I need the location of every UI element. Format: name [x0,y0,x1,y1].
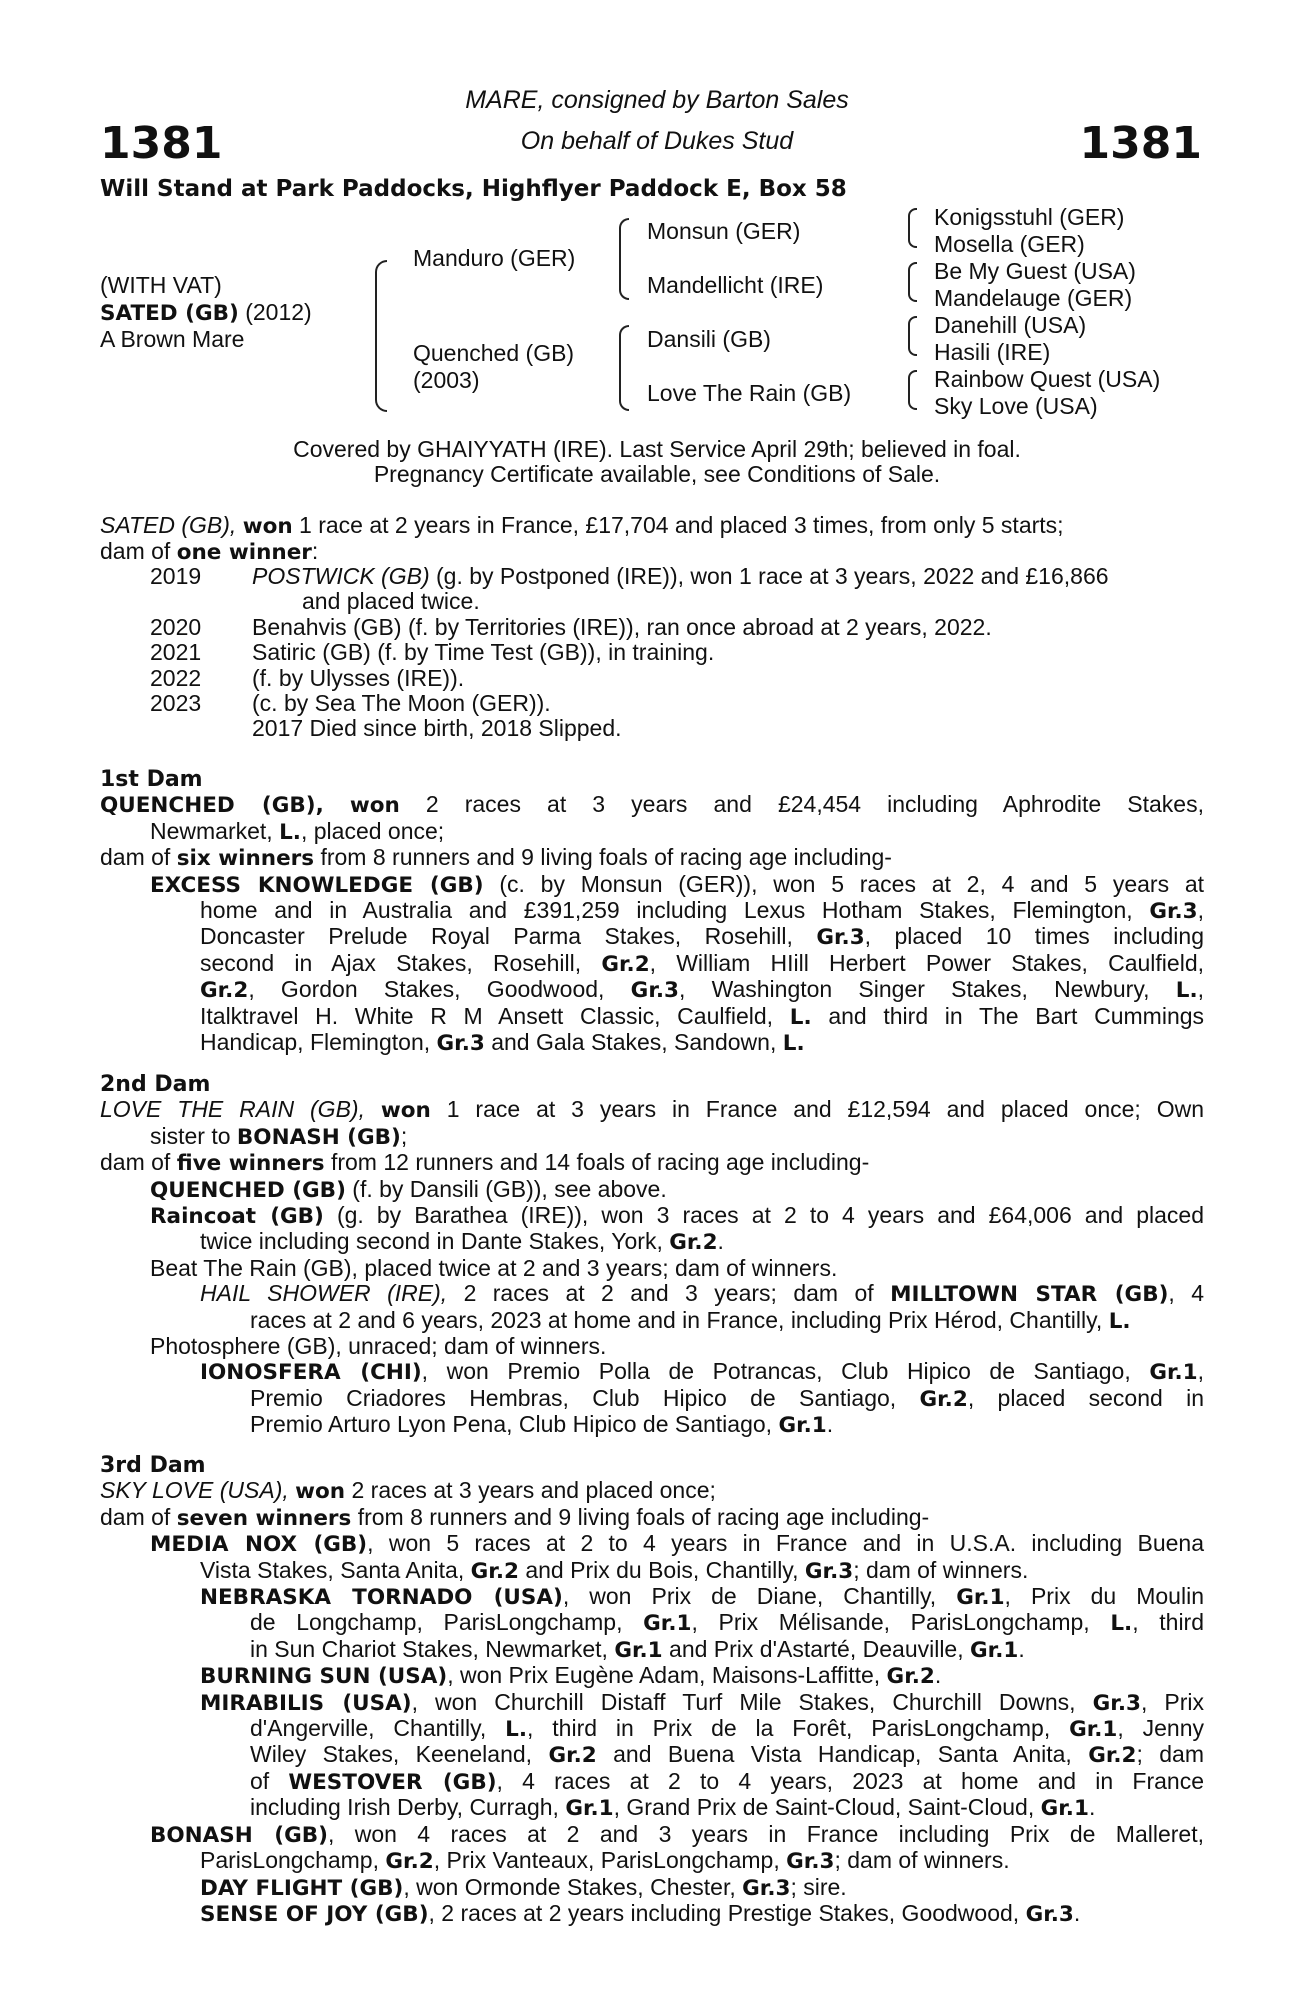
dam-dam: Love The Rain (GB) [647,380,852,406]
race-text: and Prix d'Astarté, Deauville, [669,1635,964,1662]
race-text: in Sun Chariot Stakes, Newmarket, [250,1635,608,1662]
race-text: Wiley Stakes, Keeneland, [250,1741,533,1768]
progeny-name: DAY FLIGHT (GB) [200,1875,404,1901]
race-text: , Grand Prix de Saint-Cloud, Saint-Cloud, [613,1794,1035,1821]
progeny-name: HAIL SHOWER (IRE), [200,1280,448,1307]
brace-dd [908,370,917,410]
race-text: , won Prix de Diane, Chantilly, [562,1583,937,1610]
race-text: , Prix du Moulin [1004,1583,1204,1610]
race-text: , Prix Mélisande, ParisLongchamp, [691,1609,1090,1636]
winner-count: six winners [176,846,315,872]
foal-desc: 2017 Died since birth, 2018 Slipped. [252,715,622,742]
dam-name: SKY LOVE (USA), [100,1477,289,1504]
race-text: Italktravel H. White R M Ansett Classic, Caulfield, [200,1002,774,1029]
race-text: and Buena Vista Handicap, Santa Anita, [613,1741,1072,1768]
brace-sd [908,262,917,302]
vat-note: (WITH VAT) [100,272,222,298]
grade: L. [789,1004,812,1030]
consignor: MARE, consigned by Barton Sales [465,86,849,114]
foal-desc [252,564,1109,589]
race-text: , won Ormonde Stakes, Chester, [403,1873,736,1900]
progeny-name: MEDIA NOX (GB) [150,1532,368,1558]
sated-race-record: 1 race at 2 years in France, £17,704 and placed 3 times, from only 5 starts; [299,512,1064,538]
race-text: (f. by Dansili (GB)), see above. [352,1175,667,1202]
brace-dam [619,325,629,411]
grade: Gr.3 [786,1849,835,1875]
race-text: and Gala Stakes, Sandown, [491,1029,777,1056]
race-text: Premio Criadores Hembras, Club Hipico de Santiago, [250,1384,897,1411]
race-text: , Jenny [1117,1715,1205,1742]
dam-sire: Dansili (GB) [647,326,771,352]
dd-dam: Sky Love (USA) [934,393,1098,419]
foal-desc: Benahvis (GB) (f. by Territories (IRE)), ran once abroad at 2 years, 2022. [252,613,992,640]
race-text: twice including second in Dante Stakes, York, [200,1228,663,1255]
progeny-name: NEBRASKA TORNADO (USA) [200,1585,563,1611]
dam-of-label: dam of [100,1149,171,1176]
foal-text: (g. by Postponed (IRE)), won 1 race at 3 years, 2022 and £16,866 [436,563,1109,589]
progeny-name: MILLTOWN STAR (GB) [890,1282,1169,1308]
race-text: Premio Arturo Lyon Pena, Club Hipico de Santiago, [250,1411,773,1438]
horse-description: A Brown Mare [100,326,245,352]
race-text: , William HIill Herbert Power Stakes, Caulfield, [649,949,1205,976]
foal-year: 2023 [150,690,202,716]
runners-text: from 8 runners and 9 living foals of racing age including- [320,844,892,871]
ds-dam: Hasili (IRE) [934,339,1051,365]
race-text: ; dam [1136,1741,1205,1768]
dam-of-label: dam of [100,844,171,871]
winner-count: seven winners [176,1505,352,1531]
won-label: won [242,514,293,539]
race-text: ; dam of winners. [853,1556,1029,1583]
foal-desc: (c. by Sea The Moon (GER)). [252,690,551,716]
race-text: including Irish Derby, Curragh, [250,1794,559,1821]
race-text: ; dam of winners. [834,1847,1010,1874]
grade: L. [1108,1308,1131,1334]
race-text: , Washington Singer Stakes, Newbury, [678,976,1150,1003]
progeny-name: BURNING SUN (USA) [200,1664,448,1690]
colon: : [311,538,319,565]
race-text: ; [400,1122,408,1149]
grade: Gr.1 [970,1637,1019,1663]
grade: L. [279,819,301,845]
dam-race-record: 2 races at 3 years and placed once; [351,1477,716,1504]
progeny-name: WESTOVER (GB) [288,1769,497,1795]
sire-dam: Mandellicht (IRE) [647,272,824,298]
race-text: , [1197,976,1205,1003]
race-text: . [826,1411,834,1438]
race-text: , won Churchill Distaff Turf Mile Stakes, Churchill Downs, [411,1688,1076,1715]
ss-sire: Konigsstuhl (GER) [934,204,1125,230]
race-text: , 2 races at 2 years including Prestige Stakes, Goodwood, [428,1899,1020,1926]
race-text: , won Prix Eugène Adam, Maisons-Laffitte, [447,1662,881,1689]
dam: Quenched (GB) [413,340,575,366]
grade: L. [782,1031,805,1057]
brace-gen1 [375,260,387,412]
grade: Gr.2 [385,1849,434,1875]
race-text: Doncaster Prelude Royal Parma Stakes, Rosehill, [200,923,793,950]
dam-race-record: 1 race at 3 years in France and £12,594 and placed once; Own [446,1096,1205,1123]
race-text: . [1088,1794,1096,1821]
progeny-list [100,1531,1204,1927]
race-text: Newmarket, [150,817,273,844]
race-text: Handicap, Flemington, [200,1029,431,1056]
race-text: and Prix du Bois, Chantilly, [525,1556,799,1583]
grade: Gr.3 [742,1875,791,1901]
race-text: , [1197,1358,1205,1385]
lot-number-right: 1381 [1079,118,1202,169]
section-heading: 1st Dam [100,767,203,792]
foal-year: 2021 [150,639,202,666]
race-text: Vista Stakes, Santa Anita, [200,1556,465,1583]
race-text: , placed second in [967,1384,1205,1411]
dam-race-record: 2 races at 3 years and £24,454 including Aphrodite Stakes, [425,791,1204,818]
race-text: , placed once; [300,817,445,844]
runners-text: from 12 runners and 14 foals of racing age including- [330,1149,870,1176]
foal-name: POSTWICK (GB) [252,563,430,589]
won-label: won [349,793,400,819]
race-text: sister to [150,1122,231,1149]
race-text: . [717,1228,724,1255]
grade: Gr.1 [614,1637,663,1663]
progeny-line: Photosphere (GB), unraced; dam of winners. [150,1333,607,1360]
grade: Gr.2 [200,978,249,1004]
sated-name: SATED (GB), [100,512,237,538]
pregnancy-note: Pregnancy Certificate available, see Conditions of Sale. [373,461,941,487]
foal-year: 2020 [150,613,202,640]
race-text: , [1197,897,1205,924]
race-text: home and in Australia and £391,259 including Lexus Hotham Stakes, Flemington, [200,897,1133,924]
dam-of-label: dam of [100,538,171,565]
race-text: d'Angerville, Chantilly, [250,1715,487,1742]
grade: L. [1175,978,1198,1004]
race-text: , Gordon Stakes, Goodwood, [248,976,605,1003]
horse-name: SATED (GB) [100,301,239,326]
race-text: , placed 10 times including [864,923,1204,950]
grade: Gr.1 [956,1585,1005,1611]
on-behalf: On behalf of Dukes Stud [520,127,794,155]
race-text: second in Ajax Stakes, Rosehill, [200,949,582,976]
race-text: races at 2 and 6 years, 2023 at home and in France, including Prix Hérod, Chantilly, [250,1306,1103,1333]
dam-year: (2003) [413,367,480,393]
dam-of-label: dam of [100,1503,171,1530]
grade: Gr.2 [601,951,650,977]
ss-dam: Mosella (GER) [934,231,1085,257]
progeny-name: QUENCHED (GB) [150,1177,346,1203]
stand-location: Will Stand at Park Paddocks, Highflyer Paddock E, Box 58 [100,176,847,202]
horse-year: (2012) [245,299,312,325]
third-dam-section [100,1453,1204,1927]
grade: Gr.2 [919,1386,968,1412]
lot-number-left: 1381 [100,118,223,169]
won-label: won [380,1098,431,1124]
section-heading: 3rd Dam [100,1453,206,1478]
race-text: , Prix [1140,1688,1205,1715]
grade: Gr.3 [436,1031,485,1057]
related-name: BONASH (GB) [236,1124,401,1150]
grade: Gr.2 [548,1743,597,1769]
progeny-list [100,1177,1204,1439]
foal-desc: (f. by Ulysses (IRE)). [252,664,465,691]
race-text: . [1073,1899,1081,1926]
progeny-name: IONOSFERA (CHI) [200,1360,422,1386]
progeny-name: EXCESS KNOWLEDGE (GB) [150,872,484,898]
section-heading: 2nd Dam [100,1072,211,1097]
grade: Gr.1 [1069,1717,1118,1743]
brace-ss [908,208,917,248]
grade: L. [1110,1611,1133,1637]
progeny-name: BONASH (GB) [150,1822,328,1848]
dam-name: LOVE THE RAIN (GB), [100,1096,365,1123]
dam-name: QUENCHED (GB), [100,793,324,819]
race-text: ; sire. [790,1873,847,1900]
race-text: , third in Prix de la Forêt, ParisLongchamp, [527,1715,1051,1742]
sd-sire: Be My Guest (USA) [934,258,1136,284]
race-text: (c. by Monsun (GER)), won 5 races at 2, 4 and 5 years at [499,870,1205,897]
race-text: . [934,1662,942,1689]
race-text: , 4 races at 2 to 4 years, 2023 at home and in France [496,1767,1204,1794]
race-text: , won 5 races at 2 to 4 years in France and in U.S.A. including Buena [367,1530,1204,1557]
horse-title [100,299,312,326]
grade: Gr.3 [804,1558,854,1584]
brace-ds [908,316,917,356]
race-text: , won 4 races at 2 and 3 years in France including Prix de Malleret, [327,1820,1204,1847]
race-text: ParisLongchamp, [200,1847,379,1874]
grade: Gr.2 [1088,1743,1137,1769]
race-text: , third [1132,1609,1205,1636]
second-dam-section [100,1072,1204,1439]
grade: Gr.3 [816,925,865,951]
winner-count: one winner [176,540,312,566]
produce-list [100,563,1204,742]
progeny-excess-knowledge [100,872,1204,1057]
race-text: of [250,1767,270,1794]
grade: Gr.3 [630,978,679,1004]
grade: Gr.3 [1092,1690,1141,1716]
grade: Gr.1 [643,1611,692,1637]
progeny-name: SENSE OF JOY (GB) [200,1901,429,1927]
race-text: 2 races at 2 and 3 years; dam of [463,1280,874,1307]
foal-year: 2019 [150,563,202,589]
grade: Gr.1 [1040,1796,1089,1822]
grade: Gr.3 [1149,899,1198,925]
brace-sire [619,218,629,300]
grade: Gr.1 [565,1796,614,1822]
race-text: , 4 [1168,1280,1205,1307]
foal-text-cont: and placed twice. [302,588,480,615]
grade: Gr.3 [1025,1901,1074,1927]
grade: Gr.2 [669,1230,718,1256]
grade: L. [505,1717,528,1743]
race-text: and third in The Bart Cummings [828,1002,1205,1029]
progeny-name: Raincoat (GB) [150,1204,324,1230]
grade: Gr.2 [470,1558,519,1584]
sd-dam: Mandelauge (GER) [934,285,1133,311]
sated-record [100,513,1204,566]
grade: Gr.1 [1149,1360,1198,1386]
sire-sire: Monsun (GER) [647,218,801,244]
progeny-name: MIRABILIS (USA) [200,1690,412,1716]
ds-sire: Danehill (USA) [934,312,1087,338]
runners-text: from 8 runners and 9 living foals of racing age including- [357,1503,930,1530]
foal-year: 2022 [150,664,202,691]
progeny-line: Beat The Rain (GB), placed twice at 2 and 3 years; dam of winners. [150,1254,838,1281]
race-text: . [1018,1635,1025,1662]
race-text: , won Premio Polla de Potrancas, Club Hipico de Santiago, [421,1358,1131,1385]
race-text: de Longchamp, ParisLongchamp, [250,1609,623,1636]
won-label: won [295,1479,346,1505]
foal-desc: Satiric (GB) (f. by Time Test (GB)), in training. [252,639,715,666]
first-dam-section [100,767,1204,1056]
race-text: (g. by Barathea (IRE)), won 3 races at 2 to 4 years and £64,006 and placed [336,1202,1205,1229]
covered-note: Covered by GHAIYYATH (IRE). Last Service April 29th; believed in foal. [293,436,1021,462]
grade: Gr.1 [778,1413,827,1439]
grade: Gr.2 [886,1664,935,1690]
race-text: , Prix Vanteaux, ParisLongchamp, [433,1847,780,1874]
dd-sire: Rainbow Quest (USA) [934,366,1161,392]
winner-count: five winners [176,1151,325,1177]
sire: Manduro (GER) [413,245,576,271]
